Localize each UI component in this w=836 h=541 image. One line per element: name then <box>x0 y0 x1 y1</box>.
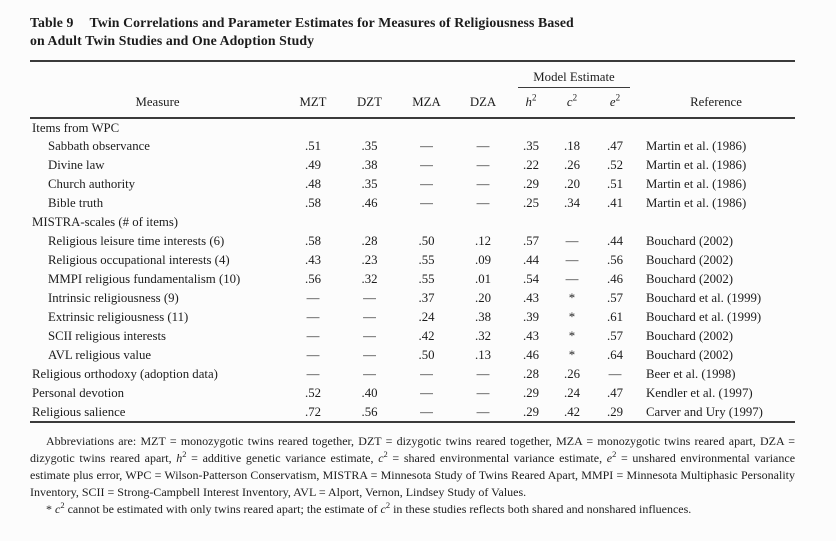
title-text-line-1: Twin Correlations and Parameter Estimates for Measures of Religiousness Based <box>89 15 574 30</box>
value-cell: — <box>565 272 579 286</box>
value-cell: .29 <box>523 177 539 191</box>
value-cell: .61 <box>607 310 623 324</box>
value-cell: .35 <box>523 139 539 153</box>
value-cell: .43 <box>523 329 539 343</box>
measure-cell: Personal devotion <box>32 386 125 400</box>
value-cell: .25 <box>523 196 539 210</box>
title-line-2: on Adult Twin Studies and One Adoption Study <box>30 33 315 48</box>
value-cell: .55 <box>418 253 435 267</box>
table-row <box>30 346 795 365</box>
value-cell: .49 <box>305 158 321 172</box>
table-row <box>30 384 795 403</box>
model-estimate-label: Model Estimate <box>518 70 630 88</box>
value-cell: .46 <box>361 196 378 210</box>
value-cell: .40 <box>361 386 378 400</box>
table-row <box>30 251 795 270</box>
measure-cell: Intrinsic religiousness (9) <box>48 291 179 305</box>
value-cell: — <box>608 367 622 381</box>
reference-cell: Martin et al. (1986) <box>646 139 747 153</box>
measure-cell: Religious occupational interests (4) <box>48 253 230 267</box>
table-row <box>30 365 795 384</box>
value-cell: .43 <box>305 253 321 267</box>
value-cell: .50 <box>418 234 435 248</box>
footnote-abbreviations: Abbreviations are: MZT = monozygotic twins reared together, DZT = dizygotic twins reared together, MZA = monozygotic twins reared apart, DZA = dizygotic twins reared apart, $h^2$ = additive genetic variance estimate, $c^2$ = shared environmental variance estimate, $e^2$ = unshared environmental variance estimate plus error, WPC = Wilson-Patterson Conservatism, MISTRA = Minnesota Study of Twins Reared Apart, MMPI = Minnesota Multiphasic Personality Inventory, SCII = Strong-Campbell Interest Inventory, AVL = Alport, Vernon, Lindsey Study of Values. <box>30 434 796 499</box>
reference-cell: Martin et al. (1986) <box>646 177 747 191</box>
value-cell: .20 <box>475 291 491 305</box>
value-cell: — <box>420 177 433 191</box>
value-cell: .52 <box>607 158 623 172</box>
reference-cell: Bouchard (2002) <box>646 348 734 362</box>
reference-cell: Carver and Ury (1997) <box>646 404 763 419</box>
table-header <box>30 61 795 118</box>
value-cell: * <box>568 291 576 305</box>
value-cell: .18 <box>564 139 580 153</box>
footnotes <box>30 433 795 518</box>
value-cell: .51 <box>607 177 623 191</box>
section-label: MISTRA-scales (# of items) <box>32 215 179 229</box>
value-cell: .09 <box>475 253 491 267</box>
value-cell: — <box>476 158 490 172</box>
value-cell: .58 <box>305 234 321 248</box>
c2-symbol: c <box>566 95 573 109</box>
col-header-h2 <box>511 88 551 118</box>
value-cell: — <box>363 329 376 343</box>
value-cell: .01 <box>475 272 491 286</box>
reference-cell: Beer et al. (1998) <box>646 367 736 381</box>
value-cell: .28 <box>523 367 539 381</box>
value-cell: .52 <box>305 386 321 400</box>
section-row <box>30 118 795 137</box>
reference-cell: Bouchard (2002) <box>646 272 734 286</box>
value-cell: .39 <box>523 310 539 324</box>
value-cell: — <box>306 348 320 362</box>
value-cell: .42 <box>564 404 580 419</box>
spanner-row <box>30 61 795 88</box>
value-cell: .37 <box>418 291 435 305</box>
col-header-measure: Measure <box>135 95 180 109</box>
value-cell: .47 <box>607 386 623 400</box>
value-cell: .32 <box>361 272 378 286</box>
value-cell: .29 <box>523 404 539 419</box>
value-cell: .23 <box>361 253 378 267</box>
value-cell: .46 <box>523 348 539 362</box>
value-cell: — <box>363 291 376 305</box>
value-cell: — <box>476 404 490 419</box>
col-header-e2 <box>593 88 637 118</box>
e2-symbol: e <box>609 95 616 109</box>
reference-cell: Kendler et al. (1997) <box>646 386 753 400</box>
table-row <box>30 308 795 327</box>
value-cell: — <box>420 404 433 419</box>
value-cell: — <box>565 234 579 248</box>
value-cell: — <box>420 367 433 381</box>
table-row <box>30 175 795 194</box>
col-header-reference: Reference <box>690 95 742 109</box>
value-cell: .50 <box>418 348 435 362</box>
value-cell: .38 <box>361 158 378 172</box>
table-row <box>30 327 795 346</box>
value-cell: .64 <box>607 348 623 362</box>
measure-cell: MMPI religious fundamentalism (10) <box>48 272 241 286</box>
value-cell: — <box>306 310 320 324</box>
value-cell: .35 <box>361 139 378 153</box>
measure-cell: Sabbath observance <box>48 139 150 153</box>
value-cell: .56 <box>305 272 321 286</box>
title-line-1 <box>30 14 795 32</box>
value-cell: — <box>306 367 320 381</box>
value-cell: .38 <box>475 310 491 324</box>
table-row <box>30 194 795 213</box>
table-number: Table 9 <box>30 15 74 30</box>
value-cell: .48 <box>305 177 321 191</box>
col-header-mzt: MZT <box>299 95 327 109</box>
reference-cell: Martin et al. (1986) <box>646 158 747 172</box>
value-cell: — <box>363 348 376 362</box>
c2-superscript: 2 <box>572 92 578 103</box>
measure-cell: Religious orthodoxy (adoption data) <box>32 367 218 381</box>
e2-superscript: 2 <box>615 92 621 103</box>
measure-cell: SCII religious interests <box>48 329 167 343</box>
value-cell: .47 <box>607 139 623 153</box>
col-header-c2 <box>551 88 593 118</box>
value-cell: .46 <box>607 272 623 286</box>
measure-cell: AVL religious value <box>48 348 152 362</box>
value-cell: — <box>476 139 490 153</box>
value-cell: — <box>363 310 376 324</box>
reference-cell: Bouchard (2002) <box>646 329 734 343</box>
value-cell: — <box>565 253 579 267</box>
value-cell: * <box>568 329 576 343</box>
value-cell: — <box>476 177 490 191</box>
value-cell: .55 <box>418 272 435 286</box>
value-cell: — <box>420 196 433 210</box>
value-cell: .58 <box>305 196 321 210</box>
value-cell: .57 <box>523 234 539 248</box>
table-row <box>30 156 795 175</box>
header-row <box>30 88 795 118</box>
value-cell: .56 <box>361 404 378 419</box>
h2-symbol: h <box>525 95 532 109</box>
value-cell: — <box>420 158 433 172</box>
value-cell: .35 <box>361 177 378 191</box>
reference-cell: Bouchard (2002) <box>646 234 734 248</box>
value-cell: .34 <box>564 196 580 210</box>
value-cell: — <box>306 291 320 305</box>
value-cell: — <box>476 196 490 210</box>
table-row <box>30 232 795 251</box>
table-body <box>30 118 795 422</box>
measure-cell: Divine law <box>48 158 105 172</box>
col-header-dza: DZA <box>469 95 497 109</box>
value-cell: .26 <box>564 158 580 172</box>
measure-cell: Religious leisure time interests (6) <box>48 234 225 248</box>
value-cell: .57 <box>607 329 623 343</box>
value-cell: .22 <box>523 158 539 172</box>
value-cell: .72 <box>305 404 321 419</box>
table-row <box>30 289 795 308</box>
value-cell: — <box>306 329 320 343</box>
data-table <box>30 60 795 423</box>
value-cell: .28 <box>361 234 378 248</box>
value-cell: * <box>568 310 576 324</box>
value-cell: .24 <box>564 386 580 400</box>
col-header-mza: MZA <box>412 95 441 109</box>
section-label: Items from WPC <box>32 120 120 135</box>
measure-cell: Religious salience <box>32 404 126 419</box>
value-cell: .41 <box>607 196 623 210</box>
value-cell: .26 <box>564 367 580 381</box>
spacer-cell <box>637 61 795 88</box>
reference-cell: Bouchard et al. (1999) <box>646 310 762 324</box>
reference-cell: Martin et al. (1986) <box>646 196 747 210</box>
value-cell: .29 <box>607 404 623 419</box>
measure-cell: Church authority <box>48 177 136 191</box>
measure-cell: Extrinsic religiousness (11) <box>48 310 189 324</box>
section-row <box>30 213 795 232</box>
value-cell: .24 <box>418 310 435 324</box>
value-cell: .44 <box>523 253 539 267</box>
model-estimate-spanner <box>511 61 637 88</box>
footnote-asterisk: * $c^2$ cannot be estimated with only twins reared apart; the estimate of $c^2$ in these studies reflects both shared and nonshared influences. <box>46 500 692 516</box>
value-cell: .57 <box>607 291 623 305</box>
table-title <box>30 14 795 50</box>
col-header-dzt: DZT <box>357 95 382 109</box>
value-cell: .12 <box>475 234 491 248</box>
value-cell: .44 <box>607 234 623 248</box>
table-row <box>30 403 795 422</box>
h2-superscript: 2 <box>531 92 537 103</box>
value-cell: — <box>420 139 433 153</box>
value-cell: — <box>476 367 490 381</box>
value-cell: .42 <box>418 329 435 343</box>
value-cell: — <box>476 386 490 400</box>
value-cell: .56 <box>607 253 623 267</box>
value-cell: .29 <box>523 386 539 400</box>
table-row <box>30 270 795 289</box>
value-cell: .51 <box>305 139 321 153</box>
value-cell: .43 <box>523 291 539 305</box>
measure-cell: Bible truth <box>48 196 104 210</box>
spacer-cell <box>30 61 511 88</box>
reference-cell: Bouchard (2002) <box>646 253 734 267</box>
value-cell: — <box>363 367 376 381</box>
value-cell: — <box>420 386 433 400</box>
value-cell: .13 <box>475 348 491 362</box>
reference-cell: Bouchard et al. (1999) <box>646 291 762 305</box>
value-cell: .20 <box>564 177 580 191</box>
value-cell: .32 <box>475 329 491 343</box>
value-cell: * <box>568 348 576 362</box>
value-cell: .54 <box>523 272 539 286</box>
table-row <box>30 137 795 156</box>
